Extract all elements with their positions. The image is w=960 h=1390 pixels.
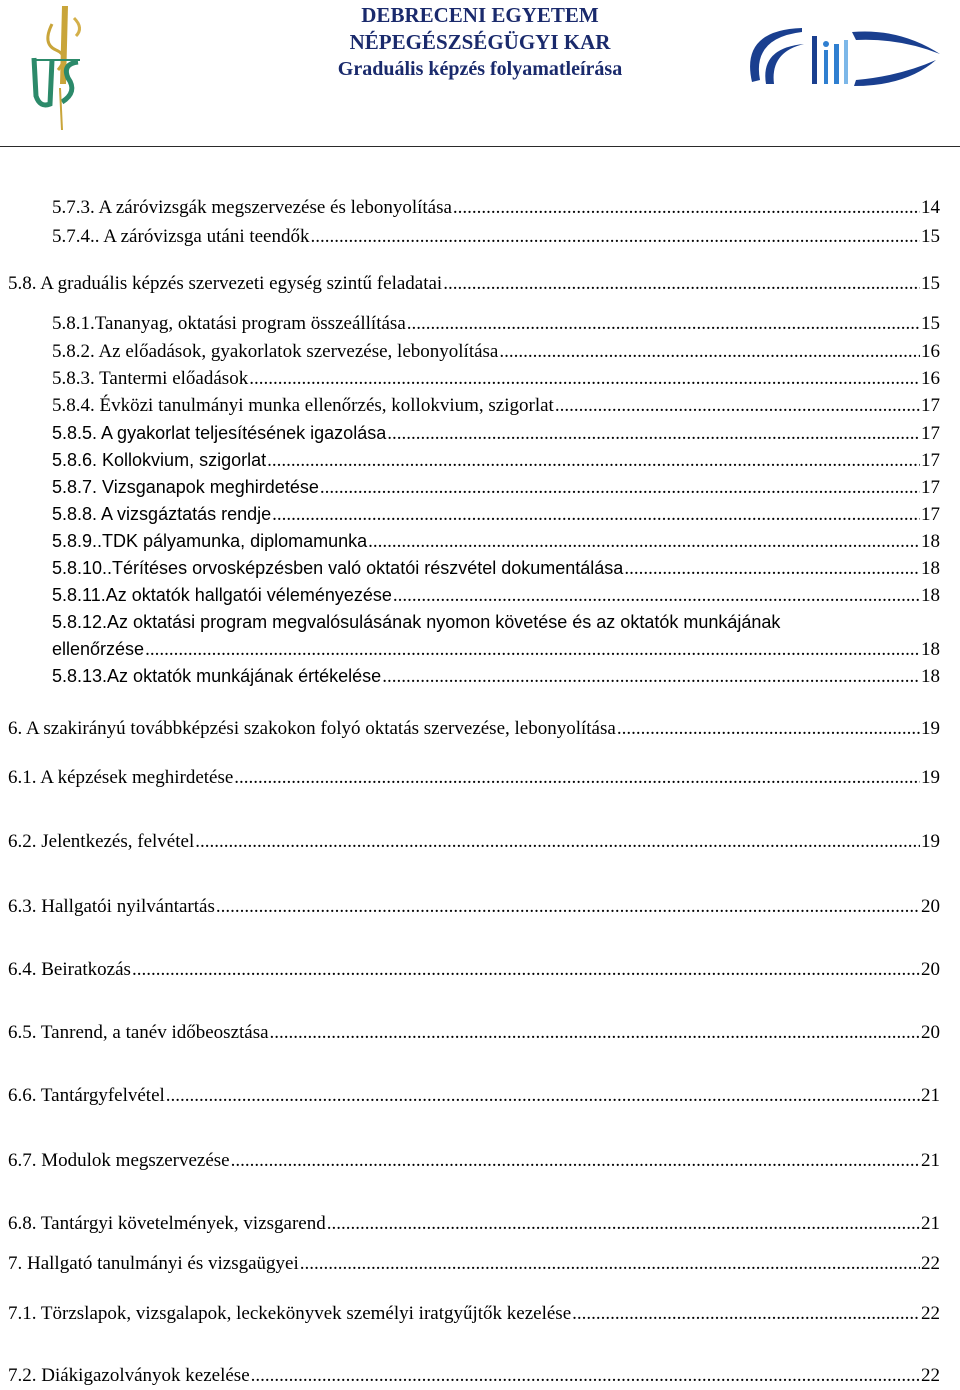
toc-entry-label: 6.3. Hallgatói nyilvántartás bbox=[8, 896, 215, 917]
toc-entry[interactable] bbox=[52, 225, 940, 249]
toc-entry-label-continuation: ellenőrzése bbox=[52, 639, 145, 659]
toc-entry-label: 5.8.7. Vizsganapok meghirdetése bbox=[52, 477, 319, 497]
dot-leader bbox=[251, 1364, 920, 1388]
toc-page-number: 16 bbox=[921, 368, 940, 389]
toc-entry-label: 5.8.9..TDK pályamunka, diplomamunka bbox=[52, 531, 368, 551]
toc-page-number: 21 bbox=[921, 1213, 940, 1234]
dot-leader bbox=[617, 717, 920, 741]
toc-entry-label: 6.6. Tantárgyfelvétel bbox=[8, 1085, 165, 1106]
toc-entry-label: 6. A szakirányú továbbképzési szakokon folyó oktatás szervezése, lebonyolítása bbox=[8, 718, 616, 739]
dot-leader bbox=[132, 958, 920, 982]
toc-entry-label: 6.4. Beiratkozás bbox=[8, 959, 131, 980]
dot-leader bbox=[572, 1302, 920, 1326]
toc-entry-label: 6.7. Modulok megszervezése bbox=[8, 1150, 230, 1171]
toc-page-number: 15 bbox=[921, 226, 940, 247]
toc-entry[interactable] bbox=[8, 1084, 940, 1108]
toc-page-number: 18 bbox=[921, 639, 940, 660]
toc-page-number: 22 bbox=[921, 1365, 940, 1386]
toc-page-number: 20 bbox=[921, 896, 940, 917]
toc-entry-label: 5.8.8. A vizsgáztatás rendje bbox=[52, 504, 272, 524]
toc-entry-label: 6.5. Tanrend, a tanév időbeosztása bbox=[8, 1022, 269, 1043]
university-crest-logo bbox=[22, 4, 92, 132]
toc-entry-label: 5.8.3. Tantermi előadások bbox=[52, 368, 249, 389]
dot-leader bbox=[311, 225, 921, 249]
dot-leader bbox=[382, 665, 920, 689]
toc-entry[interactable] bbox=[8, 272, 940, 296]
toc-entry[interactable] bbox=[52, 529, 940, 554]
toc-entry[interactable] bbox=[8, 1364, 940, 1388]
dot-leader bbox=[300, 1252, 920, 1276]
toc-page-number: 15 bbox=[921, 313, 940, 334]
toc-entry-label: 5.8.10..Térítéses orvosképzésben való oktatói részvétel dokumentálása bbox=[52, 558, 624, 578]
toc-entry[interactable] bbox=[8, 766, 940, 790]
dot-leader bbox=[443, 272, 920, 296]
toc-page-number: 19 bbox=[921, 767, 940, 788]
toc-entry[interactable] bbox=[52, 502, 940, 527]
toc-page-number: 20 bbox=[921, 1022, 940, 1043]
toc-page-number: 18 bbox=[921, 666, 940, 687]
toc-page-number: 20 bbox=[921, 959, 940, 980]
dot-leader bbox=[624, 557, 920, 581]
toc-page-number: 17 bbox=[921, 477, 940, 498]
dot-leader bbox=[393, 584, 920, 608]
toc-entry-label: 5.8.1.Tananyag, oktatási program összeállítása bbox=[52, 313, 406, 334]
toc-page-number: 21 bbox=[921, 1085, 940, 1106]
toc-entry[interactable] bbox=[8, 1021, 940, 1045]
toc-page-number: 19 bbox=[921, 718, 940, 739]
toc-entry[interactable] bbox=[8, 895, 940, 919]
dot-leader bbox=[231, 1149, 920, 1173]
dot-leader bbox=[387, 422, 920, 446]
toc-entry[interactable] bbox=[8, 1212, 940, 1236]
dot-leader bbox=[234, 766, 920, 790]
toc-entry-label: 6.8. Tantárgyi követelmények, vizsgarend bbox=[8, 1213, 326, 1234]
toc-entry[interactable] bbox=[52, 340, 940, 364]
toc-page-number: 21 bbox=[921, 1150, 940, 1171]
toc-entry[interactable] bbox=[8, 1252, 940, 1276]
toc-entry[interactable] bbox=[8, 830, 940, 854]
faculty-name: NÉPEGÉSZSÉGÜGYI KAR bbox=[349, 30, 611, 54]
toc-entry[interactable] bbox=[52, 637, 940, 662]
dot-leader bbox=[270, 1021, 920, 1045]
toc-entry[interactable] bbox=[52, 421, 940, 446]
toc-entry-label: 6.1. A képzések meghirdetése bbox=[8, 767, 234, 788]
toc-entry-label: 6.2. Jelentkezés, felvétel bbox=[8, 831, 195, 852]
toc-entry[interactable] bbox=[52, 664, 940, 689]
dot-leader bbox=[166, 1084, 920, 1108]
dot-leader bbox=[267, 449, 920, 473]
header-divider bbox=[0, 146, 960, 147]
document-title: Graduális képzés folyamatleírása bbox=[337, 58, 623, 80]
toc-entry[interactable] bbox=[8, 717, 940, 741]
toc-page-number: 18 bbox=[921, 585, 940, 606]
toc-entry-label: 5.8.13.Az oktatók munkájának értékelése bbox=[52, 666, 382, 686]
toc-entry-label: 5.8.2. Az előadások, gyakorlatok szervezése, lebonyolítása bbox=[52, 341, 499, 362]
dot-leader bbox=[368, 530, 920, 554]
toc-entry-label: 5.7.4.. A záróvizsga utáni teendők bbox=[52, 226, 310, 247]
toc-entry-label: 5.8.6. Kollokvium, szigorlat bbox=[52, 450, 267, 470]
toc-entry-label: 5.7.3. A záróvizsgák megszervezése és lebonyolítása bbox=[52, 197, 452, 218]
dot-leader bbox=[407, 312, 920, 336]
toc-entry[interactable] bbox=[52, 312, 940, 336]
toc-page-number: 17 bbox=[921, 395, 940, 416]
dot-leader bbox=[320, 476, 920, 500]
institution-title bbox=[260, 2, 700, 83]
toc-entry[interactable] bbox=[8, 1302, 940, 1326]
toc-page-number: 19 bbox=[921, 831, 940, 852]
toc-entry-label: 7. Hallgató tanulmányi és vizsgaügyei bbox=[8, 1253, 299, 1274]
toc-page-number: 22 bbox=[921, 1253, 940, 1274]
dot-leader bbox=[555, 394, 920, 418]
toc-page-number: 22 bbox=[921, 1303, 940, 1324]
faculty-logo bbox=[730, 20, 945, 98]
toc-entry[interactable] bbox=[52, 196, 940, 220]
toc-entry-label: 5.8.11.Az oktatók hallgatói véleményezése bbox=[52, 585, 392, 605]
toc-entry-label: 5.8.5. A gyakorlat teljesítésének igazolása bbox=[52, 423, 387, 443]
toc-entry[interactable] bbox=[52, 394, 940, 418]
university-name: DEBRECENI EGYETEM bbox=[361, 3, 599, 27]
toc-page-number: 14 bbox=[921, 197, 940, 218]
dot-leader bbox=[499, 340, 920, 364]
toc-page-number: 17 bbox=[921, 450, 940, 471]
dot-leader bbox=[195, 830, 920, 854]
toc-entry-label: 7.1. Törzslapok, vizsgalapok, leckekönyvek személyi iratgyűjtők kezelése bbox=[8, 1303, 572, 1324]
toc-entry[interactable] bbox=[52, 556, 940, 581]
toc-page-number: 17 bbox=[921, 504, 940, 525]
toc-page-number: 17 bbox=[921, 423, 940, 444]
toc-entry-label: 5.8.12.Az oktatási program megvalósulásának nyomon követése és az oktatók munkájának bbox=[52, 612, 781, 632]
dot-leader bbox=[145, 638, 920, 662]
toc-entry[interactable] bbox=[8, 1149, 940, 1173]
toc-entry[interactable] bbox=[52, 448, 940, 473]
page-header bbox=[0, 0, 960, 150]
toc-entry[interactable] bbox=[52, 475, 940, 500]
toc-page-number: 16 bbox=[921, 341, 940, 362]
toc-entry-label: 5.8.4. Évközi tanulmányi munka ellenőrzés, kollokvium, szigorlat bbox=[52, 395, 554, 416]
toc-page-number: 15 bbox=[921, 273, 940, 294]
toc-entry[interactable] bbox=[52, 367, 940, 391]
dot-leader bbox=[272, 503, 920, 527]
toc-entry[interactable] bbox=[8, 958, 940, 982]
dot-leader bbox=[249, 367, 920, 391]
toc-page-number: 18 bbox=[921, 558, 940, 579]
toc-entry[interactable] bbox=[52, 583, 940, 608]
dot-leader bbox=[453, 196, 920, 220]
toc-entry-label: 7.2. Diákigazolványok kezelése bbox=[8, 1365, 250, 1386]
dot-leader bbox=[327, 1212, 920, 1236]
toc-page-number: 18 bbox=[921, 531, 940, 552]
toc-entry-label: 5.8. A graduális képzés szervezeti egység szintű feladatai bbox=[8, 273, 443, 294]
dot-leader bbox=[216, 895, 920, 919]
